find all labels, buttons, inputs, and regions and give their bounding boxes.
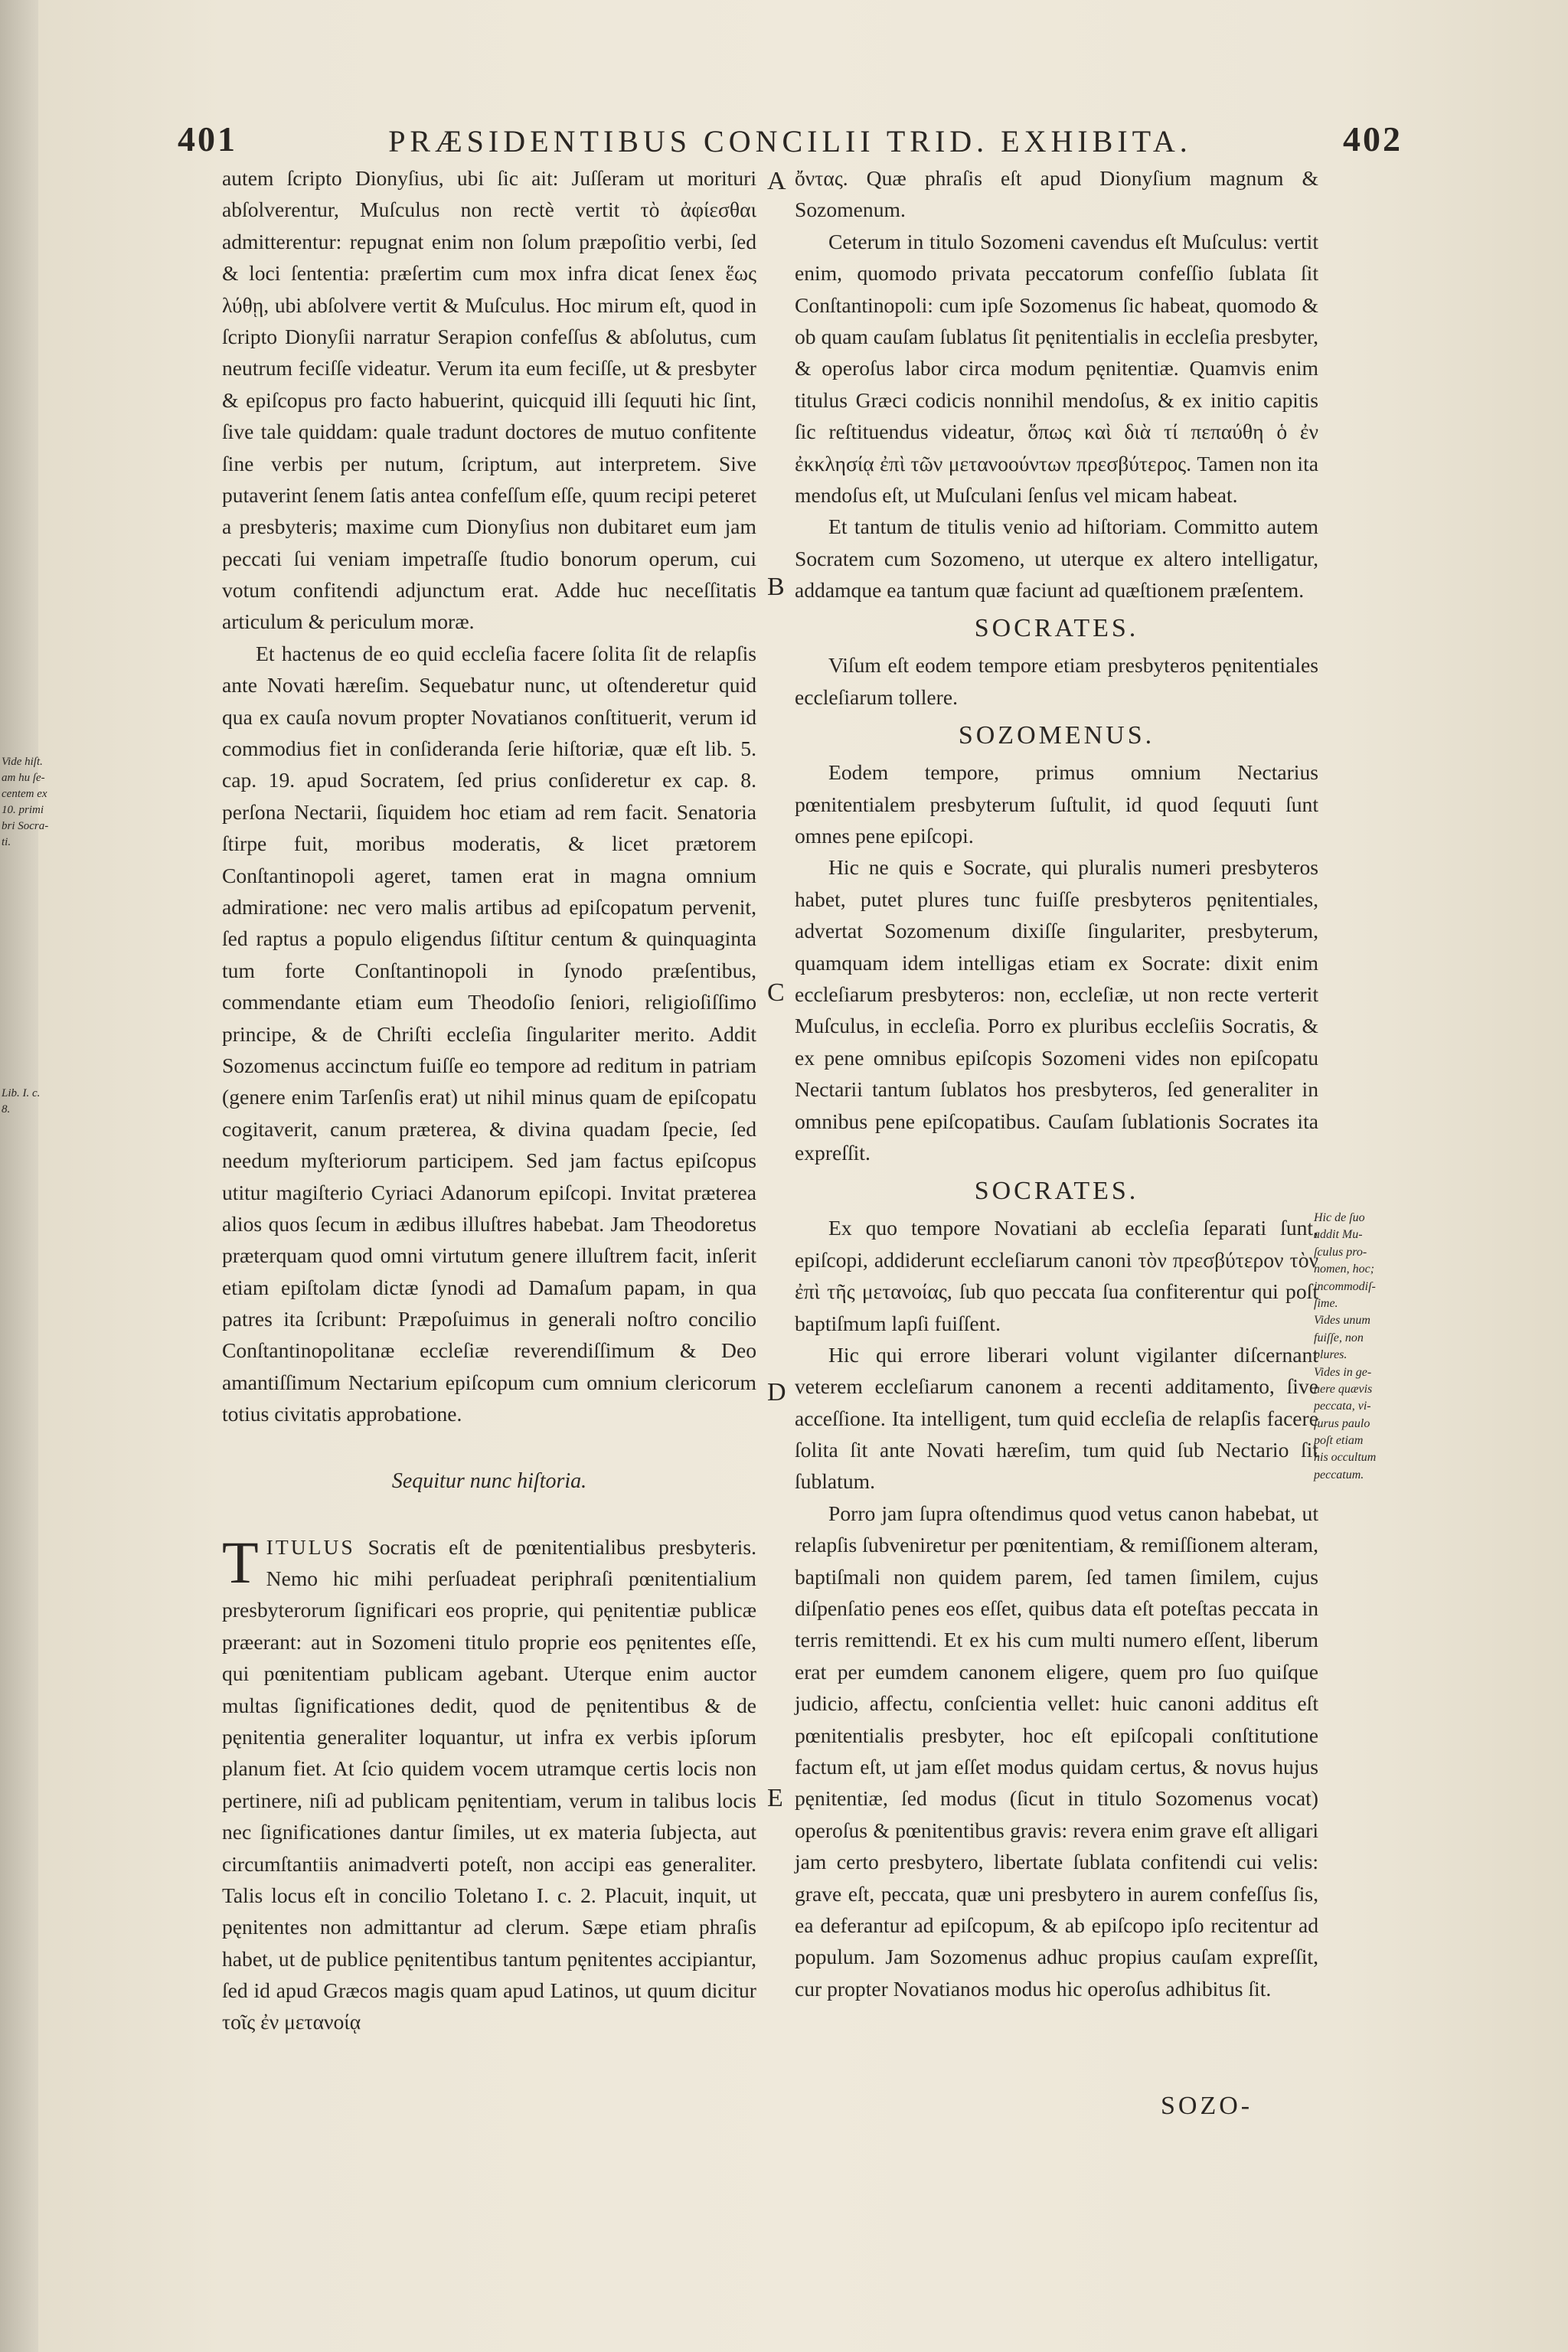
- section-heading: SOCRATES.: [974, 614, 1139, 643]
- section-heading: SOCRATES.: [974, 1177, 1139, 1206]
- margin-line: his occultum: [1314, 1451, 1377, 1465]
- paragraph: Et hactenus de eo quid eccleſia facere ſolita ſit de relapſis ante Novati hæreſim. Sequebatur nunc, ut oſtenderetur quid qua ex cauſa novum propter Novatianos conſtituerit, verum id commodius fiet in conſideranda ſerie hiſtoriæ, quæ eſt lib. 5. cap. 19. apud Socratem, ſed prius conſideretur ex cap. 8. perſona Nectarii, ſiquidem hoc etiam ad rem facit. Senatoria ſtirpe fuit, moribus moderatis, & licet prætorem Conſtantinopoli ageret, tamen erat in magna omnium admiratione: nec vero malis artibus ad epiſcopatum pervenit, ſed raptus a populo eligendus ſiſtitur centum & quinquaginta tum forte Conſtantinopoli in ſynodo præſentibus, commendante etiam eum Theodoſio ſeniori, religioſiſſimo principe, & de Chriſti eccleſia ſingulariter merito. Addit Sozomenus accinctum fuiſſe eo tempore ad reditum in patriam (genere enim Tarſenſis erat) ut nihil minus quam de epiſcopatu cogitaverit, canum præterea, & divina quadam ſpecie, ſed needum myſteriorum participem. Sed jam factus epiſcopus utitur magiſterio Cyriaci Adanorum epiſcopi. Invitat præterea alios quos ſecum in ædibus illuſtres habebat. Jam Theodoretus præterquam quod omni virtutum genere illuſtrem facit, inſerit etiam epiſtolam dictæ ſynodi ad Damaſum papam, in qua patres ita ſcribunt: Præpoſuimus in generali noſtro concilio Conſtantinopolitanæ eccleſiæ reverendiſſimum & Deo amantiſſimum Nectarium epiſcopum cum omnium clericorum totius civitatis approbatione.: [222, 641, 756, 1426]
- section-mark-a: A: [767, 167, 786, 195]
- left-text-column: [222, 162, 756, 2038]
- paragraph: Ex quo tempore Novatiani ab eccleſia ſeparati ſunt, epiſcopi, addiderunt eccleſiarum canoni τὸν πρεσβύτερον τὸν ἐπὶ τῆς μετανοίας, ſub quo peccata ſua confiterentur qui poſt baptiſmum lapſi fuiſſent.: [795, 1216, 1318, 1335]
- paragraph: [222, 1528, 756, 2038]
- page-number-right: 402: [1342, 119, 1403, 158]
- left-margin-note: [2, 1086, 49, 1118]
- section-mark-d: D: [767, 1378, 786, 1406]
- catchword: SOZO-: [1161, 2092, 1253, 2120]
- section-heading: Sequitur nunc hiſtoria.: [391, 1468, 587, 1493]
- running-header: [178, 98, 1403, 159]
- margin-line: am hu ſe-: [2, 772, 45, 784]
- paragraph: Ceterum in titulo Sozomeni cavendus eſt Muſculus: vertit enim, quomodo privata peccatorum confeſſio ſublata ſit Conſtantinopoli: cum ipſe Sozomenus ſic habeat, quomodo & ob quam cauſam ſublatus ſit pęnitentialis in eccleſia presbyter, & operoſus labor circa modum pęnitentiæ. Quamvis enim titulus Græci codicis nonnihil mendoſus, & ex initio capitis ſic reſtituendus videatur, ὅπως καὶ διὰ τί πεπαύθη ὁ ἐν ἐκκλησίᾳ ἐπὶ τῶν μετανοούντων πρεσβύτερος. Tamen non ita mendoſus eſt, ut Muſculani ſenſus vel micam habeat.: [795, 229, 1318, 507]
- left-margin-note: [2, 754, 49, 851]
- margin-line: Vide hiſt.: [2, 756, 43, 768]
- margin-line: Vides unum: [1314, 1314, 1370, 1328]
- section-mark-b: B: [767, 573, 785, 601]
- paragraph: Hic qui errore liberari volunt vigilanter diſcernant veterem eccleſiarum canonem a recenti additamento, ſive acceſſione. Ita intelligent, tum quid eccleſia de relapſis facere ſolita ſit ante Novati hæreſim, tum quid ſub Nectario ſit ſublatum.: [795, 1342, 1318, 1494]
- paragraph: ὄντας. Quæ phraſis eſt apud Dionyſium magnum & Sozomenum.: [795, 166, 1318, 222]
- margin-line: ti.: [2, 836, 11, 848]
- margin-line: poſt etiam: [1314, 1434, 1364, 1448]
- drop-cap: T: [222, 1528, 259, 1596]
- margin-line: incommodiſ-: [1314, 1279, 1376, 1293]
- margin-line: Lib. I. c. 8.: [2, 1087, 41, 1116]
- margin-line: addit Mu-: [1314, 1228, 1363, 1242]
- margin-line: ſurus paulo: [1314, 1416, 1370, 1430]
- margin-line: ſculus pro-: [1314, 1245, 1367, 1259]
- paragraph: Porro jam ſupra oſtendimus quod vetus canon habebat, ut relapſis ſubveniretur per pœnitentiam, & remiſſionem alteram, baptiſmali non quidem parem, ſed tamen ſimilem, cujus diſpenſatio penes eos eſſet, quibus data eſt poteſtas peccata in terris remittendi. Et ex his cum multi numero eſſent, liberum erat per eumdem canonem eligere, quem pro ſuo quiſque judicio, affectu, conſcientia vellet: huic canoni additus eſt pœnitentialis presbyter, hoc eſt epiſcopali conſtitutione factum eſt, ut jam eſſet modus quidam certus, & novus hujus pęnitentiæ, ſed modus (ſicut in titulo Sozomenus vocat) operoſus & pœnitentibus gravis: revera enim grave eſt alligari jam certo presbytero, libertate ſublata confitendi cui velis: grave eſt, peccata, quæ uni presbytero in aurem confeſſus ſis, ea deferantur ad epiſcopum, & ab epiſcopo ipſo recitentur ad populum. Jam Sozomenus adhuc propius cauſam expreſſit, cur propter Novatianos modus hic operoſus adhibitus ſit.: [795, 1501, 1318, 2001]
- small-caps-word: ITULUS: [266, 1534, 355, 1559]
- page-number-left: 401: [178, 119, 237, 158]
- margin-line: peccatum.: [1314, 1468, 1364, 1481]
- paragraph: Viſum eſt eodem tempore etiam presbyteros pęnitentiales eccleſiarum tollere.: [795, 653, 1318, 709]
- margin-line: ſime.: [1314, 1296, 1338, 1310]
- section-heading: SOZOMENUS.: [958, 721, 1155, 750]
- margin-line: bri Socra-: [2, 820, 49, 832]
- paragraph: Et tantum de titulis venio ad hiſtoriam. Committo autem Socratem cum Sozomeno, ut uterque ex altero intelligatur, addamque ea tantum quæ faciunt ad quæſtionem præſentem.: [795, 514, 1318, 603]
- running-title: PRÆSIDENTIBUS CONCILII TRID. EXHIBITA.: [388, 124, 1192, 158]
- paragraph-text: Socratis eſt de pœnitentialibus presbyteris. Nemo hic mihi perſuadeat periphraſi pœnitentialium presbyterorum ſignificari eos proprie, qui pęnitentiæ publicæ præerant: aut in Sozomeni titulo proprie eos pęnitentes eſſe, qui pœnitentiam publicam agebant. Uterque enim auctor multas ſignificationes dedit, quod de pęnitentibus & de pęnitentia generaliter loquantur, ut infra ex verbis ipſorum planum fiet. At ſcio quidem vocem utramque certis locis non pertinere, niſi ad publicam pęnitentiam, verum in talibus locis nec ſignificationes dantur ſimiles, ut ex materia ſubjecta, aut circumſtantiis animadverti poteſt, non accipi eas generaliter. Talis locus eſt in concilio Toletano I. c. 2. Placuit, inquit, ut pęnitentes non admittantur ad clerum. Sæpe etiam phraſis habet, ut de publice pęnitentibus tantum pęnitentes accipiantur, ſed id apud Græcos magis quam apud Latinos, ut quum dicitur τοῖς ἐν μετανοίᾳ: [222, 1534, 756, 2034]
- right-text-column: [795, 162, 1318, 2004]
- margin-line: fuiſſe, non: [1314, 1331, 1364, 1344]
- margin-line: plures.: [1314, 1348, 1348, 1362]
- margin-line: nere quævis: [1314, 1382, 1373, 1396]
- margin-line: nomen, hoc;: [1314, 1263, 1375, 1276]
- right-margin-note: [1314, 1210, 1415, 1484]
- section-mark-e: E: [767, 1784, 783, 1812]
- paragraph: autem ſcripto Dionyſius, ubi ſic ait: Juſſeram ut morituri abſolverentur, Muſculus non rectè vertit τὸ ἀφίεσθαι admitterentur: repugnat enim non ſolum præpoſitio verbi, ſed & loci ſententia: præſertim cum mox infra dicat ſenex ἕως λύθῃ, ubi abſolvere vertit & Muſculus. Hoc mirum eſt, quod in ſcripto Dionyſii narratur Serapion confeſſus & abſolutus, cum neutrum feciſſe videatur. Verum ita eum feciſſe, ut & presbyter & epiſcopus pro facto habuerint, quicquid illi ſequuti hic ſint, ſive tale quiddam: quale tradunt doctores de mutuo confitente ſine verbis per nutum, ſcriptum, aut interpretem. Sive putaverint ſenem ſatis antea confeſſum eſſe, quum recipi peteret a presbyteris; maxime cum Dionyſius non dubitaret eum jam peccati ſui veniam impetraſſe ſtudio bonorum operum, cui votum confitendi adjunctum erat. Adde huc neceſſitatis articulum & periculum moræ.: [222, 166, 756, 634]
- paragraph: Hic ne quis e Socrate, qui pluralis numeri presbyteros habet, putet plures tunc fuiſſe presbyteros pęnitentiales, advertat Sozomenum dixiſſe ſingulariter, presbyterum, quamquam idem intelligas etiam ex Socrate: dixit enim eccleſiarum presbyteros: non, eccleſiæ, ut non recte verterit Muſculus, in eccleſia. Porro ex pluribus eccleſiis Socratis, & ex pene omnibus epiſcopis Sozomeni vides non epiſcopatu Nectarii tantum ſublatos hos presbyteros, ſed generaliter in omnibus pene epiſcopatibus. Cauſam ſublationis Socrates ita expreſſit.: [795, 855, 1318, 1165]
- margin-line: peccata, vi-: [1314, 1400, 1371, 1413]
- margin-line: Vides in ge-: [1314, 1365, 1372, 1379]
- paragraph: Eodem tempore, primus omnium Nectarius pœnitentialem presbyterum ſuſtulit, id quod ſequuti ſunt omnes pene epiſcopi.: [795, 760, 1318, 848]
- margin-line: Hic de ſuo: [1314, 1211, 1365, 1224]
- margin-line: 10. primi: [2, 804, 44, 816]
- section-mark-c: C: [767, 978, 785, 1007]
- margin-line: centem ex: [2, 788, 47, 800]
